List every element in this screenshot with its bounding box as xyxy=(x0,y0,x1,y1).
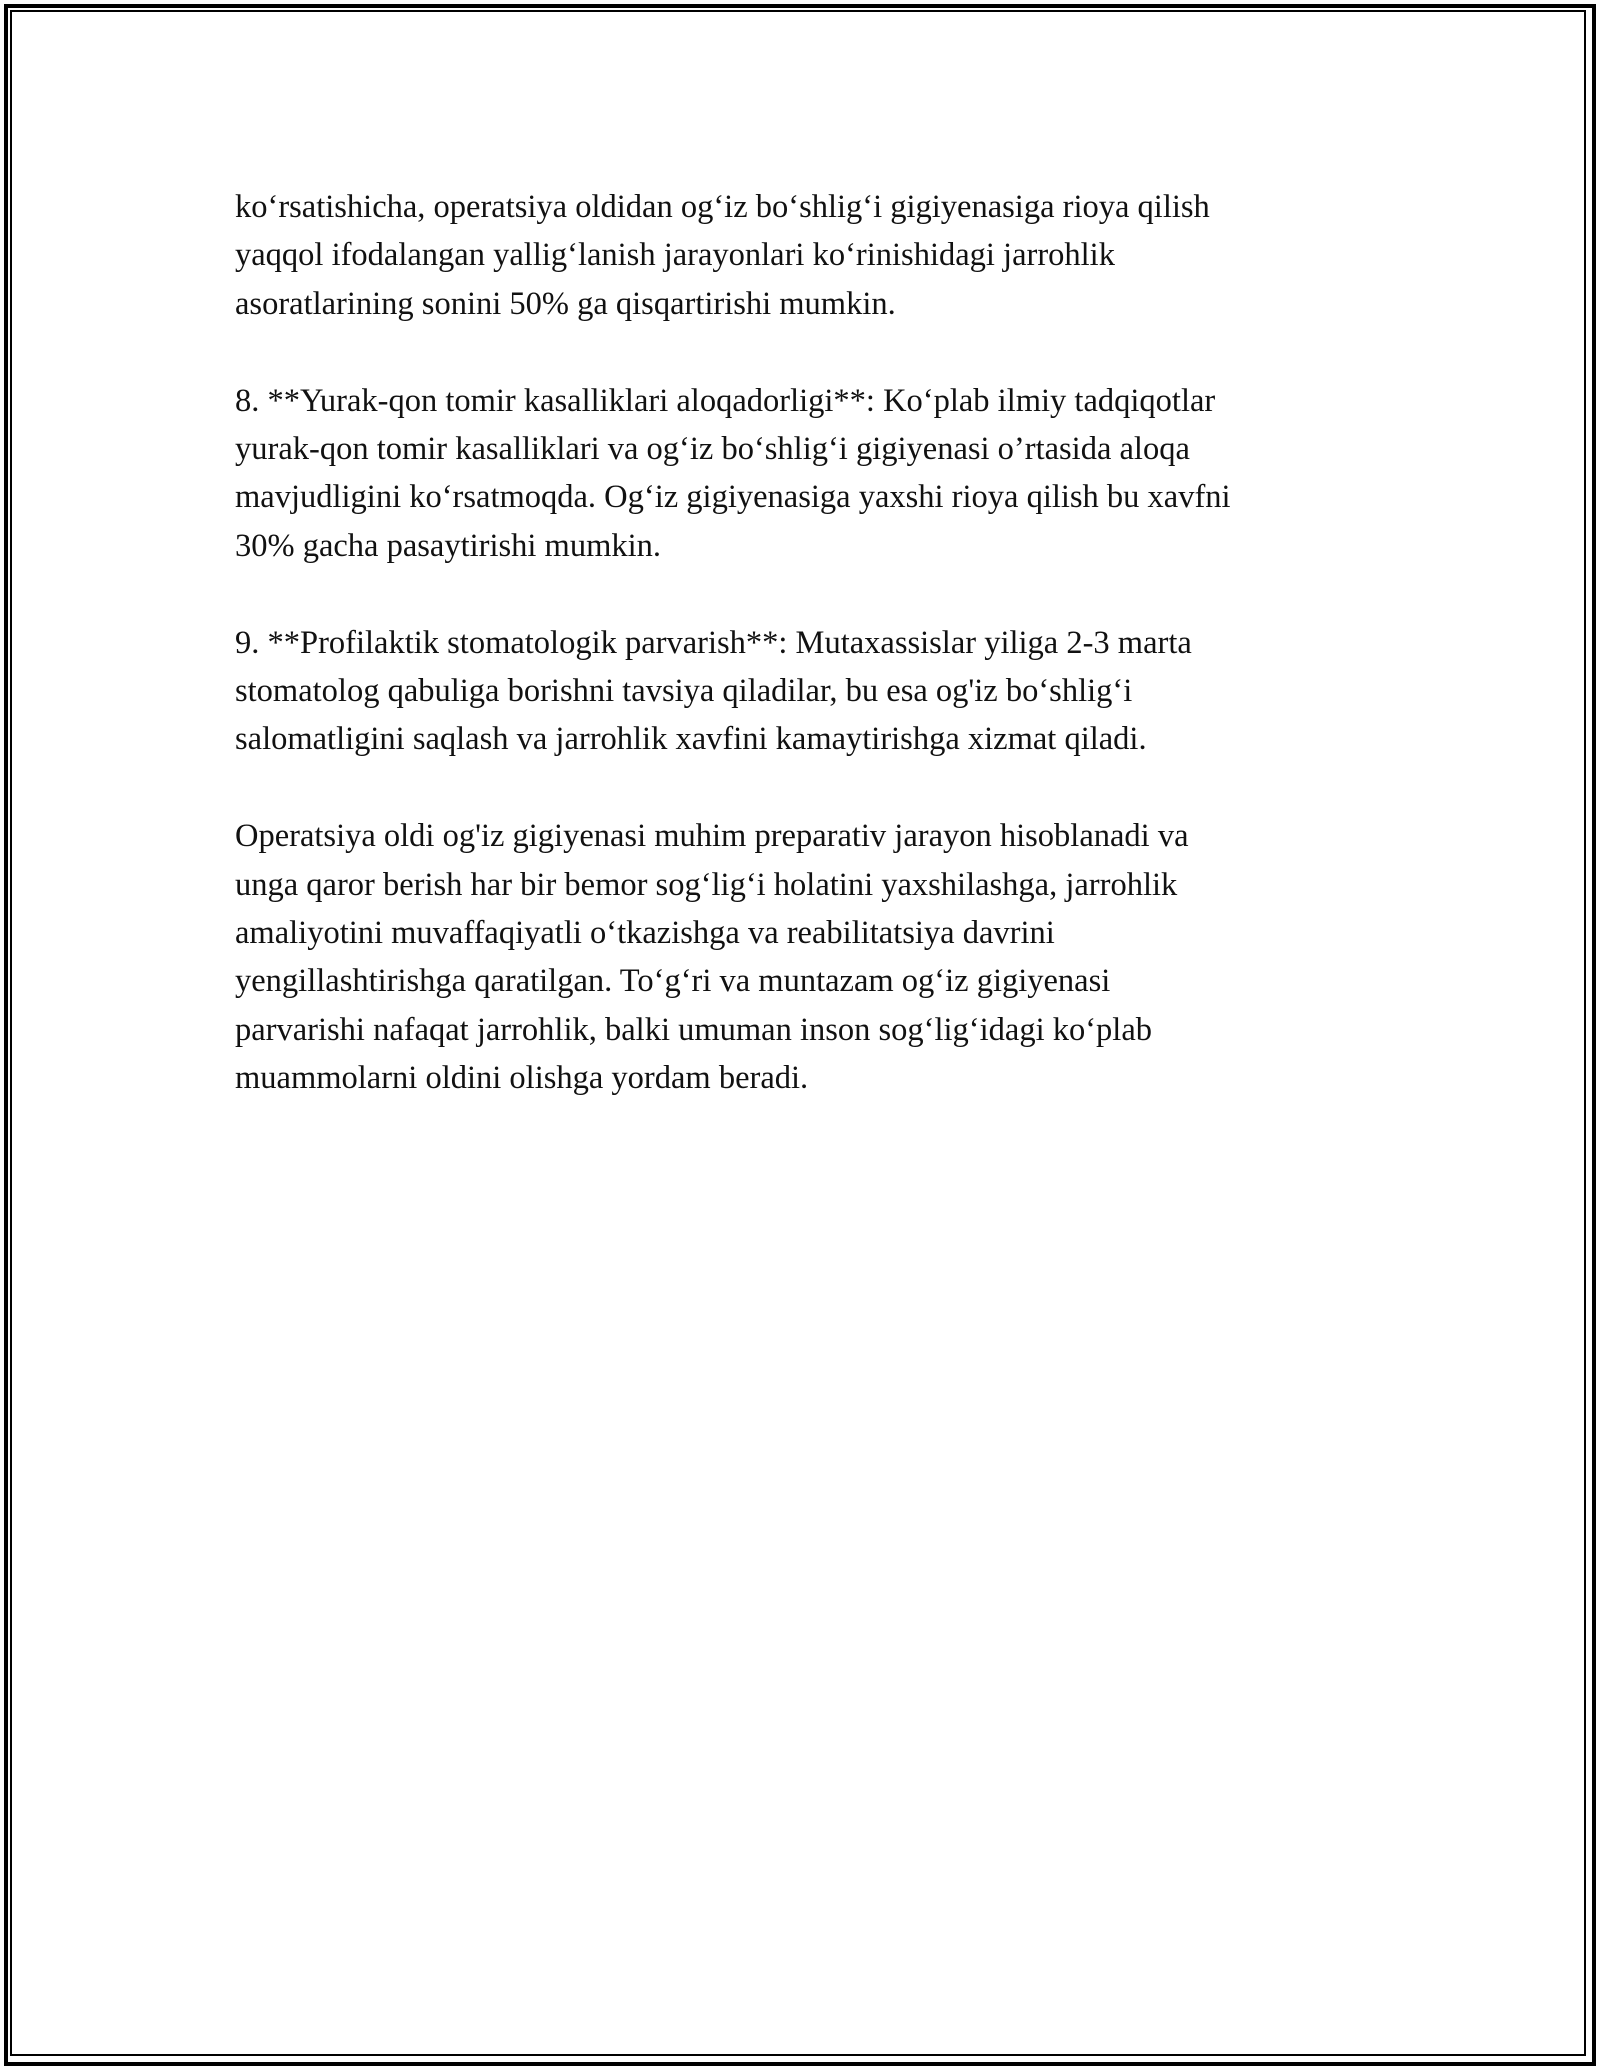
text-line: amaliyotini muvaffaqiyatli oʻtkazishga va reabilitatsiya davrini xyxy=(235,915,1055,952)
paragraph-surgical-complications xyxy=(235,183,1375,328)
text-line: stomatolog qabuliga borishni tavsiya qiladilar, bu esa og'iz boʻshligʻi xyxy=(235,673,1133,710)
document-body xyxy=(235,183,1375,1151)
text-line: mavjudligini koʻrsatmoqda. Ogʻiz gigiyenasiga yaxshi rioya qilish bu xavfni xyxy=(235,479,1231,516)
text-line: unga qaror berish har bir bemor sogʻligʻi holatini yaxshilashga, jarrohlik xyxy=(235,866,1178,903)
text-line: asoratlarining sonini 50% ga qisqartirishi mumkin. xyxy=(235,285,896,322)
text-line: muammolarni oldini olishga yordam beradi. xyxy=(235,1060,809,1097)
text-line: yurak-qon tomir kasalliklari va ogʻiz boʻshligʻi gigiyenasi o’rtasida aloqa xyxy=(235,431,1190,468)
text-line: Operatsiya oldi og'iz gigiyenasi muhim preparativ jarayon hisoblanadi va xyxy=(235,818,1189,855)
text-line: yengillashtirishga qaratilgan. Toʻgʻri va muntazam ogʻiz gigiyenasi xyxy=(235,963,1111,1000)
text-line: yaqqol ifodalangan yalligʻlanish jarayonlari koʻrinishidagi jarrohlik xyxy=(235,237,1115,274)
text-line: 9. **Profilaktik stomatologik parvarish**: Mutaxassislar yiliga 2-3 marta xyxy=(235,624,1192,661)
text-line: salomatligini saqlash va jarrohlik xavfini kamaytirishga xizmat qiladi. xyxy=(235,721,1147,758)
text-line: koʻrsatishicha, operatsiya oldidan ogʻiz boʻshligʻi gigiyenasiga rioya qilish xyxy=(235,189,1210,225)
text-line: parvarishi nafaqat jarrohlik, balki umuman inson sogʻligʻidagi koʻplab xyxy=(235,1011,1152,1048)
text-line: 8. **Yurak-qon tomir kasalliklari aloqadorligi**: Koʻplab ilmiy tadqiqotlar xyxy=(235,382,1216,419)
paragraph-conclusion xyxy=(235,812,1375,1102)
paragraph-item-8-cardiovascular xyxy=(235,377,1375,571)
paragraph-item-9-preventive-care xyxy=(235,619,1375,764)
text-line: 30% gacha pasaytirishi mumkin. xyxy=(235,527,662,564)
